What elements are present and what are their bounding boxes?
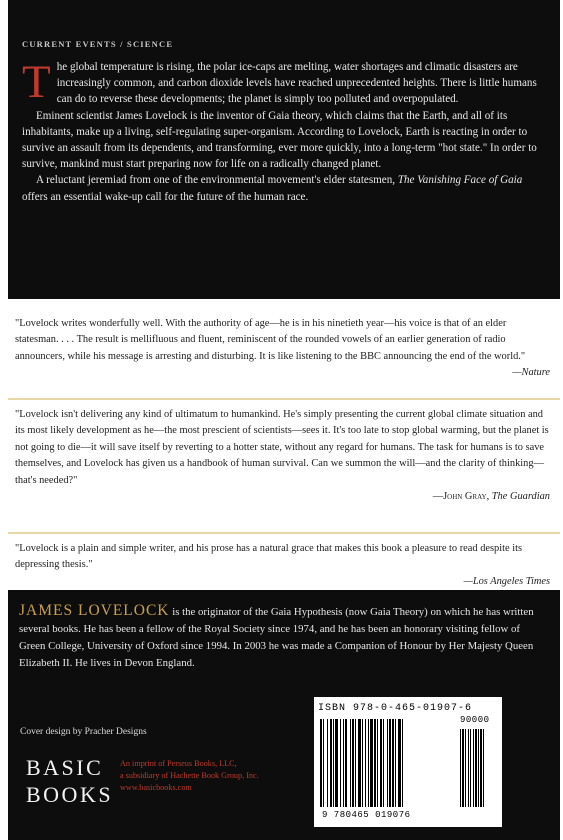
book-title-inline: The Vanishing Face of Gaia (397, 174, 523, 187)
ean-number: 9 780465 019076 (322, 810, 411, 820)
review-quote-guardian (15, 407, 550, 505)
category-label: CURRENT EVENTS / SCIENCE (22, 39, 174, 49)
synopsis-paragraph-3-end: offers an essential wake-up call for the future of the human race. (22, 190, 309, 203)
publisher-logo-line-2: BOOKS (26, 782, 114, 807)
publisher-info-line-1: An imprint of Perseus Books, LLC, (120, 759, 237, 768)
barcode-bars (320, 719, 496, 807)
synopsis-paragraph-1-text: he global temperature is rising, the polar ice-caps are melting, water shortages and climatic disasters are increasingly common, and carbon dioxide levels have reached unprecedented heights. There is little humans can do to reverse these developments; the planet is simply too polluted and overpopulated. (56, 61, 537, 106)
price-addon-code: 90000 (460, 715, 490, 725)
synopsis-paragraph-1 (22, 56, 550, 108)
synopsis-paragraph-3-start: A reluctant jeremiad from one of the environmental movement's elder statesmen, (36, 174, 398, 187)
publisher-website: www.basicbooks.com (120, 783, 192, 792)
author-bio (19, 602, 549, 672)
review-quote-text: "Lovelock is a plain and simple writer, and his prose has a natural grace that makes this book a pleasure to read despite its depressing thesis." (15, 543, 523, 571)
review-quote-la-times (15, 541, 550, 590)
publisher-info (120, 758, 259, 794)
review-attribution-name: —John Gray, (432, 491, 492, 503)
synopsis-paragraph-3 (22, 172, 550, 204)
review-quote-nature (15, 316, 550, 382)
publisher-info-line-2: a subsidiary of Hachette Book Group, Inc. (120, 771, 259, 780)
publisher-logo-line-1: BASIC (26, 755, 104, 780)
divider-rule (8, 532, 560, 534)
author-bio-text: is the originator of the Gaia Hypothesis (now Gaia Theory) on which he has written several books. He has been a fellow of the Royal Society since 1974, and he has been an honorary visiting fellow of Green College, University of Oxford since 1994. In 2003 he was made a Companion of Honour by Her Majesty Queen Elizabeth II. He lives in Devon England. (19, 606, 534, 669)
author-panel (8, 590, 560, 840)
synopsis-text (22, 56, 550, 205)
review-attribution-publication: The Guardian (491, 491, 550, 503)
author-name: JAMES LOVELOCK (19, 602, 170, 619)
review-attribution: —Los Angeles Times (463, 575, 550, 587)
synopsis-panel (8, 0, 560, 299)
review-quote-text: "Lovelock writes wonderfully well. With the authority of age—he is in his ninetieth year—his voice is that of an elder statesman. . . . The result is mellifluous and fluent, reminiscent of the rounded vowels of an earlier generation of radio announcers, while his message is arresting and disturbing. It is like listening to the BBC announcing the end of the world." (15, 318, 526, 362)
cover-credit: Cover design by Pracher Designs (20, 727, 147, 737)
isbn-barcode (314, 697, 502, 827)
review-attribution (15, 489, 550, 505)
reviews-panel (0, 299, 563, 590)
review-quote-text: "Lovelock isn't delivering any kind of ultimatum to humankind. He's simply presenting the current global climate situation and its most likely development as he—the most prescient of scientists—sees it. It's too late to stop global warming, but the planet is not going to die—it will save itself by reverting to a hotter state, without any regard for humans. The task for humans is to save themselves, and Lovelock has given us a handbook of human survival. Can we summon the will—and the clarity of thinking—that's needed?" (15, 409, 549, 486)
drop-cap: T (22, 56, 51, 108)
synopsis-paragraph-2: Eminent scientist James Lovelock is the inventor of Gaia theory, which claims that the Earth, and all of its inhabitants, make up a living, self-regulating super-organism. According to Lovelock, Earth is reacting in order to survive an assault from its dependents, and transforming, ever more quickly, into a long-term "hot state." In order to survive, mankind must start preparing now for life on a radically changed planet. (22, 109, 537, 171)
divider-rule (8, 398, 560, 400)
review-attribution: —Nature (512, 367, 550, 379)
publisher-logo (26, 754, 113, 808)
isbn-number: ISBN 978-0-465-01907-6 (318, 703, 473, 714)
